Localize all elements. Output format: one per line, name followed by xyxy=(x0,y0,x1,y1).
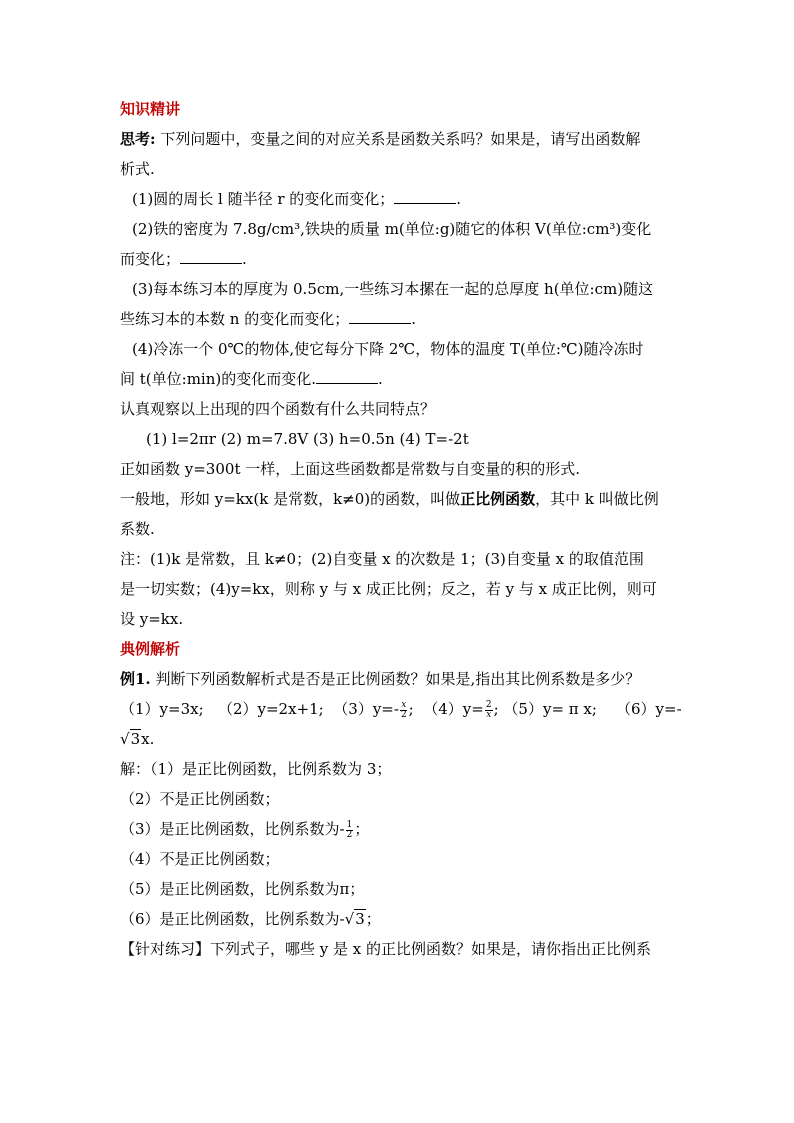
problem-2-line1: (2)铁的密度为 7.8g/cm³,铁块的质量 m(单位:g)随它的体积 V(单位:cm³)变化 xyxy=(132,220,652,238)
note-line-2: 是一切实数；(4)y=kx，则称 y 与 x 成正比例；反之，若 y 与 x 成正比例，则可 xyxy=(120,580,657,598)
sqrt-value: 3 xyxy=(355,910,365,928)
problem-2-text: 而变化； xyxy=(120,250,181,268)
problem-4-line1: (4)冷冻一个 0℃的物体,使它每分下降 2℃，物体的温度 T(单位:℃)随冷冻时 xyxy=(132,340,644,358)
example-item-6: （6）y=- xyxy=(616,700,682,718)
think-paragraph xyxy=(120,124,680,154)
definition-post: ，其中 k 叫做比例 xyxy=(535,490,659,508)
fraction-x-over-2: $\frac{x}{2}$ xyxy=(400,699,407,720)
problem-3-line2: 些练习本的本数 n 的变化而变化； . xyxy=(120,304,680,334)
formula-list: (1) l=2πr (2) m=7.8V (3) h=0.5n (4) T=-2t xyxy=(146,430,469,448)
definition-cont: 系数. xyxy=(120,520,155,538)
example-1-items-cont xyxy=(120,724,680,754)
definition-term: 正比例函数 xyxy=(460,490,536,508)
example-1-label: 例1. xyxy=(120,670,151,688)
solution-3: （3）是正比例函数，比例系数为- $\frac{1}{2}$ ； xyxy=(120,819,370,840)
document-content xyxy=(120,94,680,964)
think-text-cont: 析式. xyxy=(120,160,155,178)
practice-prompt xyxy=(120,934,680,964)
sqrt-value: 3 xyxy=(130,730,141,748)
answer-blank xyxy=(316,366,378,384)
practice-label: 【针对练习】 xyxy=(120,940,211,958)
problem-1-text: (1)圆的周长 l 随半径 r 的变化而变化； xyxy=(132,190,395,208)
note-line-3: 设 y=kx. xyxy=(120,610,184,628)
example-item-1: （1）y=3x; xyxy=(120,700,204,718)
solution-6: （6）是正比例函数，比例系数为-√3； xyxy=(120,910,381,928)
problem-3-line1: (3)每本练习本的厚度为 0.5cm,一些练习本摞在一起的总厚度 h(单位:cm)随这 xyxy=(132,280,654,298)
problem-2-line2: 而变化； . xyxy=(120,244,680,274)
fraction-2-over-x: $\frac{2}{x}$ xyxy=(485,699,492,720)
problem-4-text: 间 t(单位:min)的变化而变化. xyxy=(120,370,317,388)
definition xyxy=(120,484,680,514)
sqrt-icon: √ xyxy=(344,910,355,928)
problem-3-text: 些练习本的本数 n 的变化而变化； xyxy=(120,310,350,328)
observe-question: 认真观察以上出现的四个函数有什么共同特点？ xyxy=(120,400,436,418)
solution-6-text: （6）是正比例函数，比例系数为- xyxy=(120,910,345,928)
note-line-1: 注：(1)k 是常数，且 k≠0；(2)自变量 x 的次数是 1；(3)自变量 x 的取值范围 xyxy=(120,550,644,568)
like-statement: 正如函数 y=300t 一样，上面这些函数都是常数与自变量的积的形式. xyxy=(120,460,581,478)
example-item-4: （4）y= xyxy=(423,700,484,718)
section-title-examples: 典例解析 xyxy=(120,640,181,658)
solution-3-text: （3）是正比例函数，比例系数为- xyxy=(120,820,345,838)
example-1-text: 判断下列函数解析式是否是正比例函数？如果是,指出其比例系数是多少？ xyxy=(150,670,641,688)
solution-5: （5）是正比例函数，比例系数为π； xyxy=(120,880,365,898)
example-1-question xyxy=(120,664,680,694)
solution-2: （2）不是正比例函数； xyxy=(120,790,280,808)
solution-4: （4）不是正比例函数； xyxy=(120,850,280,868)
answer-blank xyxy=(394,186,456,204)
example-item-6-tail: x. xyxy=(141,730,155,748)
example-item-2: （2）y=2x+1; xyxy=(217,700,324,718)
sqrt-icon: √ xyxy=(120,730,130,748)
problem-1: (1)圆的周长 l 随半径 r 的变化而变化； . xyxy=(120,184,680,214)
practice-text: 下列式子，哪些 y 是 x 的正比例函数？如果是，请你指出正比例系 xyxy=(210,940,652,958)
definition-pre: 一般地，形如 y=kx(k 是常数，k≠0)的函数，叫做 xyxy=(120,490,461,508)
example-1-items: （1）y=3x; （2）y=2x+1; （3）y=- $\frac{x}{2}$ ; （4）y= $\frac{2}{x}$ ; （5）y= π x; （6）y=- xyxy=(120,699,682,720)
example-item-3: （3）y=- xyxy=(333,700,399,718)
think-label: 思考: xyxy=(120,130,156,148)
problem-4-line2: 间 t(单位:min)的变化而变化. . xyxy=(120,364,680,394)
think-text: 下列问题中，变量之间的对应关系是函数关系吗？如果是，请写出函数解 xyxy=(155,130,641,148)
answer-blank xyxy=(180,246,242,264)
solution-1: 解：（1）是正比例函数，比例系数为 3； xyxy=(120,760,392,778)
section-title-knowledge: 知识精讲 xyxy=(120,100,181,118)
example-item-5: （5）y= π x; xyxy=(503,700,597,718)
answer-blank xyxy=(349,306,411,324)
fraction-1-over-2: $\frac{1}{2}$ xyxy=(346,819,353,840)
